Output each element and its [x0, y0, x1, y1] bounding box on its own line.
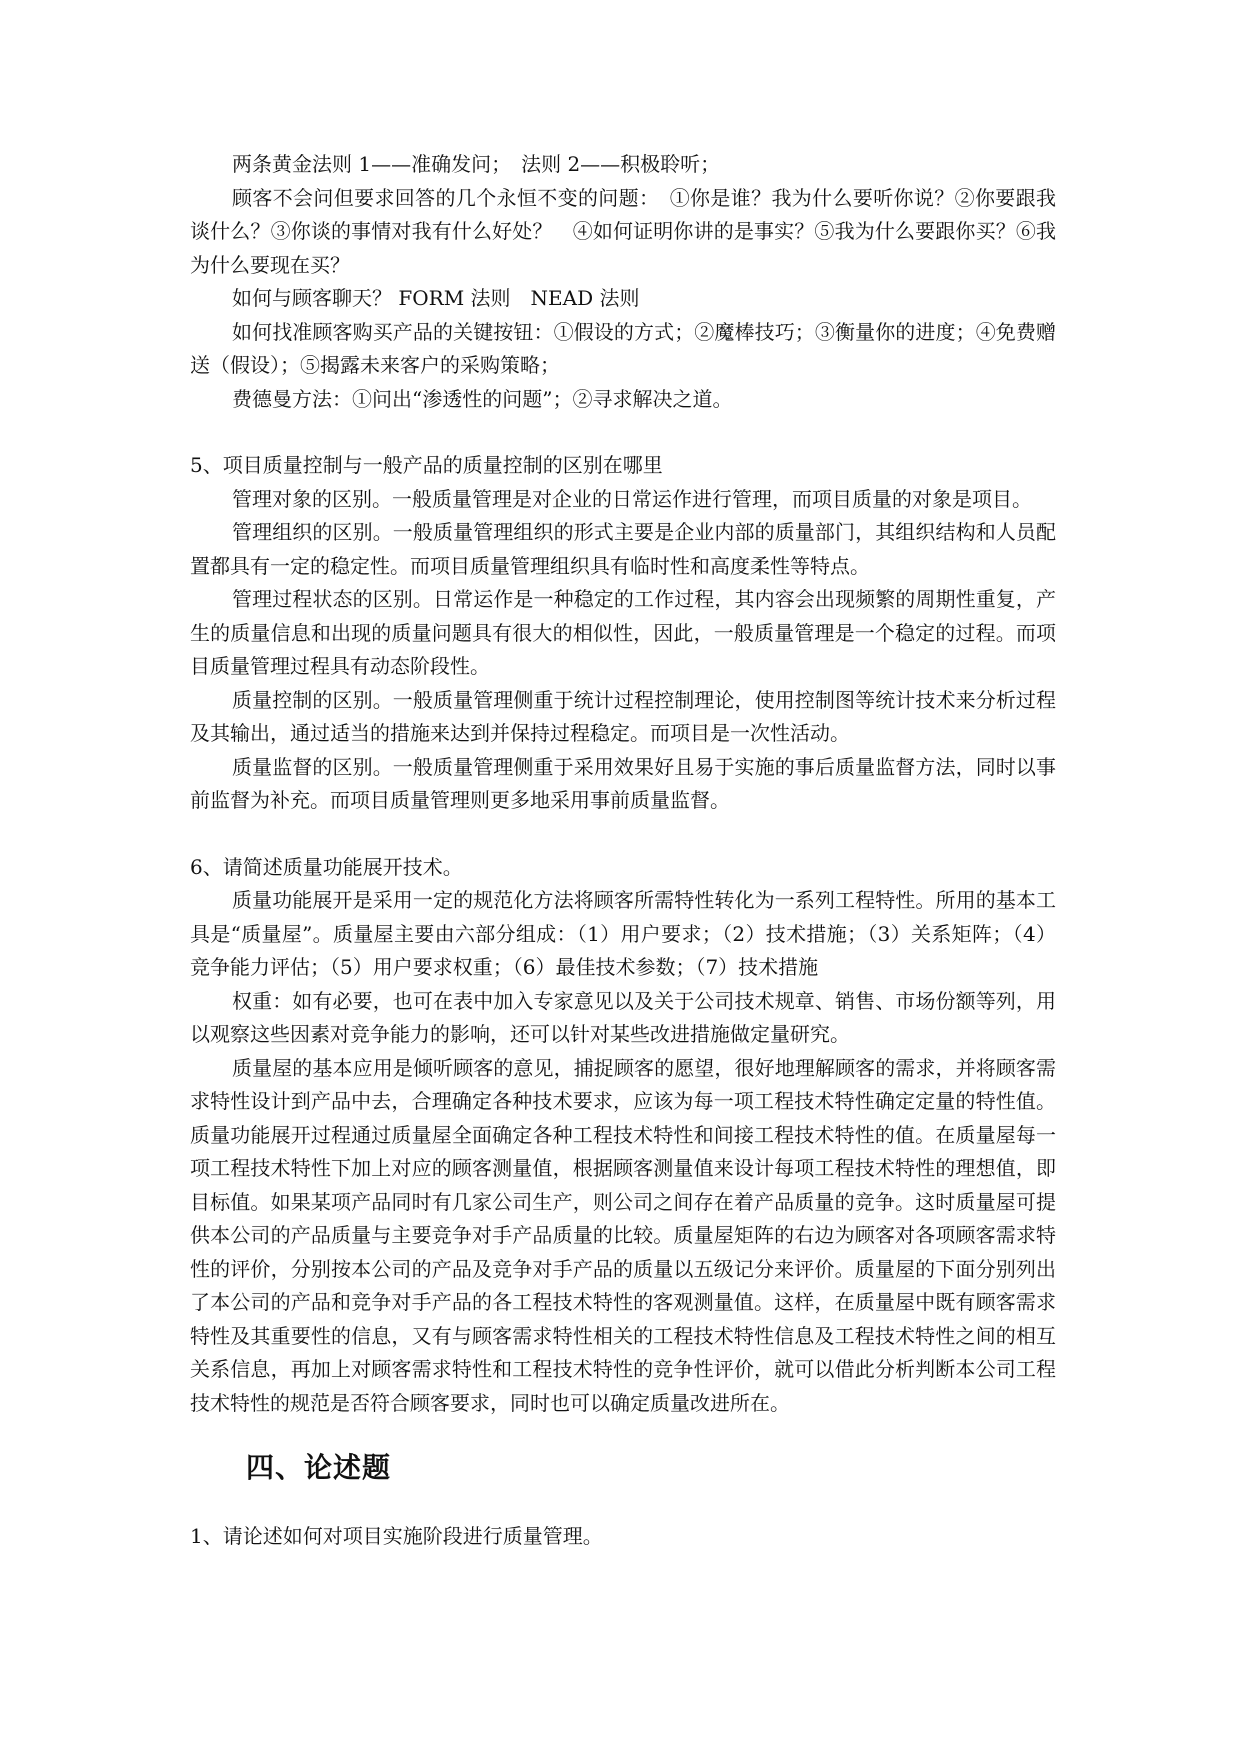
question-6-title: 6、请简述质量功能展开技术。: [190, 854, 463, 879]
section-heading: 四、论述题: [246, 1451, 392, 1484]
question-5-title: 5、项目质量控制与一般产品的质量控制的区别在哪里: [190, 453, 663, 477]
buying-button-paragraph: 如何找准顾客购买产品的关键按钮：①假设的方式；②魔棒技巧；③衡量你的进度；④免费赠送（假设）；⑤揭露未来客户的采购策略；: [190, 319, 1056, 377]
chat-rules-paragraph: 如何与顾客聊天？ FORM 法则 NEAD 法则: [232, 286, 640, 310]
question-5-block: [190, 449, 1056, 818]
question-6-paragraph: 权重：如有必要，也可在表中加入专家意见以及关于公司技术规章、销售、市场份额等列，用以观察这些因素对竞争能力的影响，还可以针对某些改进措施做定量研究。: [190, 988, 1056, 1046]
question-5-paragraph: 管理组织的区别。一般质量管理组织的形式主要是企业内部的质量部门，其组织结构和人员配置都具有一定的稳定性。而项目质量管理组织具有临时性和高度柔性等特点。: [190, 520, 1056, 578]
question-6-paragraph: 质量功能展开是采用一定的规范化方法将顾客所需特性转化为一系列工程特性。所用的基本工具是“质量屋”。质量屋主要由六部分组成：（1）用户要求；（2）技术措施；（3）关系矩阵；（4）竞争能力评估；（5）用户要求权重；（6）最佳技术参数；（7）技术措施: [190, 888, 1056, 979]
question-6-paragraph: 质量屋的基本应用是倾听顾客的意见，捕捉顾客的愿望，很好地理解顾客的需求，并将顾客需求特性设计到产品中去，合理确定各种技术要求，应该为每一项工程技术特性确定定量的特性值。质量功能展开过程通过质量屋全面确定各种工程技术特性和间接工程技术特性的值。在质量屋每一项工程技术特性下加上对应的顾客测量值，根据顾客测量值来设计每项工程技术特性的理想值，即目标值。如果某项产品同时有几家公司生产，则公司之间存在着产品质量的竞争。这时质量屋可提供本公司的产品质量与主要竞争对手产品质量的比较。质量屋矩阵的右边为顾客对各项顾客需求特性的评价，分别按本公司的产品及竞争对手产品的质量以五级记分来评价。质量屋的下面分别列出了本公司的产品和竞争对手产品的各工程技术特性的客观测量值。这样，在质量屋中既有顾客需求特性及其重要性的信息，又有与顾客需求特性相关的工程技术特性信息及工程技术特性之间的相互关系信息，再加上对顾客需求特性和工程技术特性的竞争性评价，就可以借此分析判断本公司工程技术特性的规范是否符合顾客要求，同时也可以确定质量改进所在。: [190, 1055, 1056, 1415]
sales-rules-block: [190, 148, 1056, 416]
section-4-question-1: 1、请论述如何对项目实施阶段进行质量管理。: [190, 1524, 603, 1548]
question-5-paragraph: 质量控制的区别。一般质量管理侧重于统计过程控制理论，使用控制图等统计技术来分析过程及其输出，通过适当的措施来达到并保持过程稳定。而项目是一次性活动。: [190, 687, 1056, 745]
question-5-paragraph: 管理对象的区别。一般质量管理是对企业的日常运作进行管理，而项目质量的对象是项目。: [232, 486, 1032, 511]
document-page: [190, 148, 1056, 1554]
question-6-block: [190, 851, 1056, 1421]
feldman-method-paragraph: 费德曼方法：①问出“渗透性的问题”；②寻求解决之道。: [232, 386, 733, 411]
question-5-paragraph: 管理过程状态的区别。日常运作是一种稳定的工作过程，其内容会出现频繁的周期性重复，产生的质量信息和出现的质量问题具有很大的相似性，因此，一般质量管理是一个稳定的过程。而项目质量管理过程具有动态阶段性。: [190, 587, 1056, 678]
question-5-paragraph: 质量监督的区别。一般质量管理侧重于采用效果好且易于实施的事后质量监督方法，同时以事前监督为补充。而项目质量管理则更多地采用事前质量监督。: [190, 754, 1056, 812]
customer-questions-paragraph: 顾客不会问但要求回答的几个永恒不变的问题： ①你是谁？我为什么要听你说？②你要跟我谈什么？③你谈的事情对我有什么好处？ ④如何证明你讲的是事实？⑤我为什么要跟你买？⑥我为什么要现在买？: [190, 185, 1056, 277]
golden-rules-paragraph: 两条黄金法则 1——准确发问； 法则 2——积极聆听；: [232, 152, 721, 176]
